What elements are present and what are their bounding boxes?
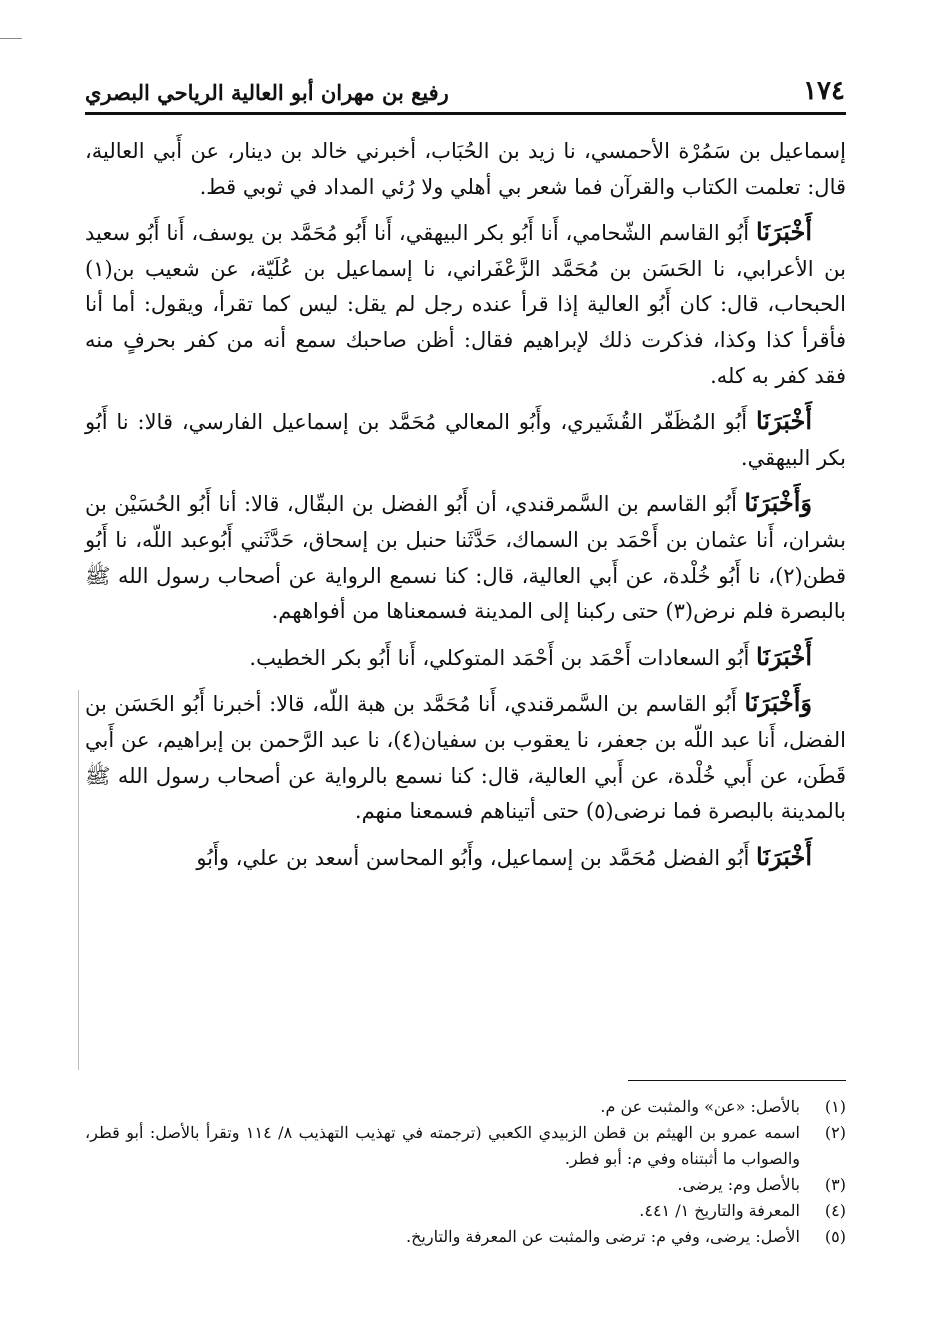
paragraph-text: أَبُو المُظَفّر القُشَيري، وأَبُو المعالي مُحَمَّد بن إسماعيل الفارسي، قالا: نا أَبُو بكر البيهقي. <box>85 410 846 470</box>
paragraph <box>85 132 846 205</box>
footnote-number: (٢) <box>824 1123 846 1142</box>
footnote-text: بالأصل وم: يرضى. <box>677 1175 800 1194</box>
footnote-text: بالأصل: «عن» والمثبت عن م. <box>600 1097 800 1116</box>
footnote-number: (٤) <box>824 1201 846 1220</box>
footnote-separator <box>628 1080 846 1081</box>
page-number: ١٧٤ <box>803 76 845 106</box>
paragraph-text: أَبُو السعادات أَحْمَد بن أَحْمَد المتوكلي، أَنا أَبُو بكر الخطيب. <box>249 645 750 670</box>
paragraph <box>85 639 846 677</box>
paragraph-keyword: وَأَخْبَرَنَا <box>744 488 812 518</box>
paragraph-keyword: وَأَخْبَرَنَا <box>744 688 812 718</box>
footnote <box>85 1094 846 1120</box>
header-rule <box>85 112 846 115</box>
paragraph <box>85 685 846 829</box>
paragraph-keyword: أَخْبَرَنَا <box>756 841 812 871</box>
paragraph-text: إسماعيل بن سَمُرْة الأحمسي، نا زيد بن الحُبَاب، أخبرني خالد بن دينار، عن أَبي العالية، قال: تعلمت الكتاب والقرآن فما شعر بي أهلي ولا رُئي المداد في ثوبي قط. <box>85 139 846 199</box>
footnote-text: الأصل: يرضى، وفي م: ترضى والمثبت عن المعرفة والتاريخ. <box>405 1227 800 1246</box>
paragraph <box>85 214 846 394</box>
paragraph-text: أَبُو القاسم الشّحامي، أَنا أَبُو بكر البيهقي، أَنا أَبُو مُحَمَّد بن يوسف، أَنا أَبُو سعيد بن الأعرابي، نا الحَسَن بن مُحَمَّد الزَّعْفَراني، نا إسماعيل بن عُلَيّة، عن شعيب بن(١) الحبحاب، قال: كان أَبُو العالية إذا قرأ عنده رجل لم يقل: ليس كما تقرأ، ويقول: أما أنا فأقرأ كذا وكذا، فذكرت ذلك لإبراهيم فقال: أظن صاحبك سمع أنه من كفر بحرفٍ منه فقد كفر به كله. <box>85 221 846 388</box>
paragraph-keyword: أَخْبَرَنَا <box>756 217 812 247</box>
footnote <box>85 1120 846 1172</box>
paragraph <box>85 485 846 629</box>
paragraph-text: أَبُو الفضل مُحَمَّد بن إسماعيل، وأَبُو المحاسن أسعد بن علي، وأَبُو <box>196 845 750 870</box>
paragraph-text: أَبُو القاسم بن السَّمرقندي، أَنا مُحَمَّد بن هبة اللّه، قالا: أخبرنا أَبُو الحَسَن بن الفضل، أَنا عبد اللّه بن جعفر، نا يعقوب بن سفيان(٤)، نا عبد الرَّحمن بن إبراهيم، عن أَبي قَطَن، عن أَبي خُلْدة، عن أَبي العالية، قال: كنا نسمع بالرواية عن أصحاب رسول الله ﷺ بالمدينة بالبصرة فما نرضى(٥) حتى أتيناهم فسمعنا منهم. <box>85 692 846 824</box>
footnote-text: المعرفة والتاريخ ١/ ٤٤١. <box>639 1201 800 1220</box>
footnote-number: (٥) <box>824 1227 846 1246</box>
footnotes <box>85 1094 846 1250</box>
paragraph-keyword: أَخْبَرَنَا <box>756 641 812 671</box>
margin-line <box>78 690 79 1070</box>
paragraph <box>85 403 846 476</box>
footnote <box>85 1198 846 1224</box>
footnote-number: (٣) <box>824 1175 846 1194</box>
footnote-number: (١) <box>824 1097 846 1116</box>
paragraph-text: أَبُو القاسم بن السَّمرقندي، أن أَبُو الفضل بن البقّال، قالا: أنا أَبُو الحُسَيْن بن بشران، أَنا عثمان بن أَحْمَد بن السماك، حَدَّثَنا حنبل بن إسحاق، حَدَّثَني أَبُوعبد اللّه، نا أَبُو قطن(٢)، نا أَبُو خُلْدة، عن أَبي العالية، قال: كنا نسمع الرواية عن أصحاب رسول الله ﷺ بالبصرة فلم نرض(٣) حتى ركبنا إلى المدينة فسمعناها من أفواههم. <box>85 492 846 624</box>
page-header <box>85 70 845 110</box>
running-title: رفيع بن مهران أبو العالية الرياحي البصري <box>85 80 449 105</box>
paragraph <box>85 839 846 877</box>
footnote <box>85 1172 846 1198</box>
main-text <box>85 132 846 885</box>
footnote <box>85 1224 846 1250</box>
crop-mark <box>0 38 22 39</box>
footnote-text: اسمه عمرو بن الهيثم بن قطن الزبيدي الكعبي (ترجمته في تهذيب التهذيب ٨/ ١١٤ وتقرأ بالأصل: أبو قطر، والصواب ما أثبتناه وفي م: أبو فطر. <box>85 1123 801 1168</box>
paragraph-keyword: أَخْبَرَنَا <box>756 406 812 436</box>
